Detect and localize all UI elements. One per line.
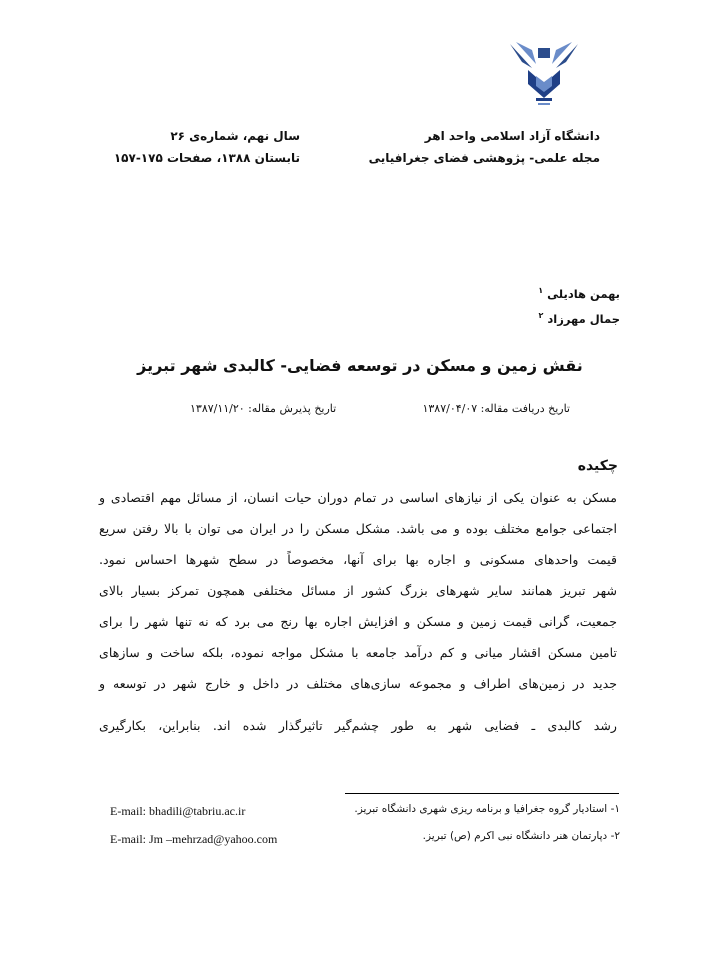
abstract-line: شهر تبریز همانند سایر شهرهای بزرگ کشور از مسائل مختلفی همچون تمرکز بسیار بالای bbox=[99, 583, 617, 598]
university-name: دانشگاه آزاد اسلامی واحد اهر bbox=[424, 129, 600, 143]
abstract-line: جمعیت، گرانی قیمت زمین و مسکن و افزایش اجاره بها رنج می برد که نه تنها شهر را برای bbox=[99, 614, 617, 629]
footnote-2: ۲- دپارتمان هنر دانشگاه نبی اکرم (ص) تبریز. bbox=[422, 830, 620, 842]
accepted-date: تاریخ پذیرش مقاله: ۱۳۸۷/۱۱/۲۰ bbox=[190, 402, 337, 415]
footnote-divider bbox=[345, 793, 619, 794]
received-date: تاریخ دریافت مقاله: ۱۳۸۷/۰۴/۰۷ bbox=[422, 402, 570, 415]
abstract-heading: چکیده bbox=[577, 458, 618, 474]
journal-name: مجله علمی- پژوهشی فضای جغرافیایی bbox=[368, 151, 600, 165]
article-dates bbox=[190, 402, 570, 415]
issue-number: سال نهم، شماره‌ی ۲۶ bbox=[170, 129, 300, 143]
abstract-line: مسکن به عنوان یکی از نیازهای اساسی در تمام دوران حیات انسان، از مسائل مهم اقتصادی و bbox=[99, 490, 617, 505]
abstract-line: جدید در زمین‌های اطراف و مجموعه سازی‌های مختلف در داخل و خارج شهر در توسعه و bbox=[99, 676, 617, 691]
abstract-line: قیمت واحدهای مسکونی و اجاره بها برای آنها، مخصوصاً در سطح شهرها احساس نمود. bbox=[99, 552, 617, 567]
journal-info bbox=[369, 125, 600, 169]
author-2-email: E-mail: Jm –mehrzad@yahoo.com bbox=[110, 832, 278, 846]
issue-info bbox=[100, 125, 300, 169]
paper-title: نقش زمین و مسکن در توسعه فضایی- کالبدی شهر تبریز bbox=[137, 356, 583, 375]
university-logo-icon bbox=[506, 40, 582, 110]
abstract-line: تامین مسکن اقشار میانی و کم درآمد جامعه با مشکل مواجه نموده، بلکه ساخت و سازهای bbox=[99, 645, 617, 660]
author-name: بهمن هادیلی bbox=[547, 286, 620, 301]
footnote-1: ۱- استادیار گروه جغرافیا و برنامه ریزی شهری دانشگاه تبریز. bbox=[354, 803, 620, 815]
author-ref: ۱ bbox=[538, 286, 544, 295]
issue-pages: تابستان ۱۳۸۸، صفحات ۱۷۵-۱۵۷ bbox=[113, 151, 300, 165]
author-name: جمال مهرزاد bbox=[547, 311, 620, 326]
abstract-line: رشد کالبدی ـ فضایی شهر به طور چشم‌گیر تاثیرگذار شده اند. بنابراین، بکارگیری bbox=[99, 718, 617, 733]
abstract-line: اجتماعی جوامع مختلف بوده و می باشد. مشکل مسکن را در ایران می توان با بالا رفتن سریع bbox=[99, 521, 617, 536]
authors-block bbox=[538, 280, 620, 330]
author-2 bbox=[538, 305, 620, 330]
author-1-email: E-mail: bhadili@tabriu.ac.ir bbox=[110, 804, 246, 818]
author-1 bbox=[538, 280, 620, 305]
author-ref: ۲ bbox=[538, 310, 544, 320]
